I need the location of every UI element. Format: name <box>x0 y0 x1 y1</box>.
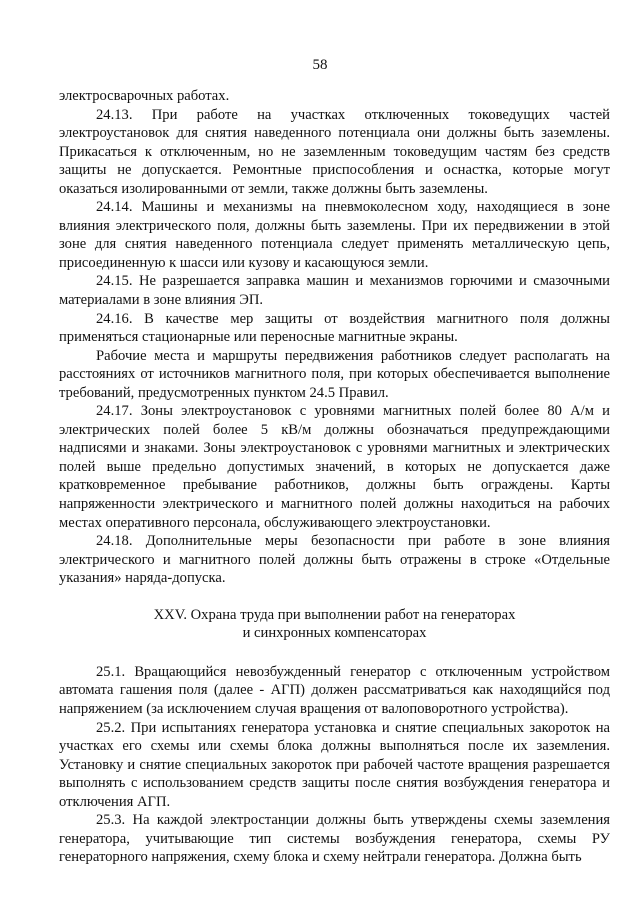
paragraph-25-1: 25.1. Вращающийся невозбужденный генератор с отключенным устройством автомата гашения поля (далее - АГП) должен рассматриваться как находящийся под напряжением (за исключением случая вращения от валоповоротного устройства). <box>59 663 610 717</box>
paragraph-group-section-25 <box>59 663 610 867</box>
paragraph-25-2: 25.2. При испытаниях генератора установка и снятие специальных закороток на участках его схемы или схемы блока должны выполняться после их заземления. Установку и снятие специальных закороток при рабочей частоте вращения разрешается выполнять с использованием средств защиты после снятия возбуждения генератора и отключения АГП. <box>59 719 610 810</box>
paragraph-24-18: 24.18. Дополнительные меры безопасности при работе в зоне влияния электрического и магнитного полей должны быть отражены в строке «Отдельные указания» наряда-допуска. <box>59 533 610 587</box>
paragraph-24-16: 24.16. В качестве мер защиты от воздействия магнитного поля должны применяться стационарные или переносные магнитные экраны. <box>59 310 610 346</box>
paragraph-25-3: 25.3. На каждой электростанции должны быть утверждены схемы заземления генератора, учитывающие тип системы возбуждения генератора, схемы РУ генераторного напряжения, схему блока и схему нейтрали генератора. Должна быть <box>59 812 610 866</box>
page-number: 58 <box>312 57 328 73</box>
paragraph-group-section-24 <box>59 87 610 588</box>
paragraph-24-16b: Рабочие места и маршруты передвижения работников следует располагать на расстояниях от источников магнитного поля, при которых обеспечивается выполнение требований, предусмотренных пунктом 24.5 Правил. <box>59 347 610 401</box>
section-heading-line-1: XXV. Охрана труда при выполнении работ на генераторах <box>153 606 516 623</box>
paragraph-24-15: 24.15. Не разрешается заправка машин и механизмов горючими и смазочными материалами в зоне влияния ЭП. <box>59 273 610 309</box>
paragraph-24-17: 24.17. Зоны электроустановок с уровнями магнитных полей более 80 А/м и электрических полей более 5 кВ/м должны обозначаться предупреждающими надписями и знаками. Зоны электроустановок с уровнями магнитных и электрических полей выше предельно допустимых значений, в которых не допускается даже кратковременное пребывание работников, должны быть ограждены. Карты напряженности электрического и магнитного полей должны находиться на рабочих местах оперативного персонала, обслуживающего электроустановки. <box>59 403 610 531</box>
section-heading-xxv <box>59 606 610 643</box>
paragraph-24-14: 24.14. Машины и механизмы на пневмоколесном ходу, находящиеся в зоне влияния электрического поля, должны быть заземлены. При их передвижении в этой зоне для снятия наведенного потенциала следует применять металлическую цепь, присоединенную к шасси или кузову и касающуюся земли. <box>59 199 610 271</box>
paragraph-continuation: электросварочных работах. <box>59 88 230 104</box>
section-heading-line-2: и синхронных компенсаторах <box>242 625 427 642</box>
paragraph-24-13: 24.13. При работе на участках отключенных токоведущих частей электроустановок для снятия наведенного потенциала они должны быть заземлены. Прикасаться к отключенным, но не заземленным токоведущим частям без средств защиты не допускается. Ремонтные приспособления и оснастка, которые могут оказаться изолированными от земли, также должны быть заземлены. <box>59 106 610 197</box>
document-body <box>59 87 610 867</box>
